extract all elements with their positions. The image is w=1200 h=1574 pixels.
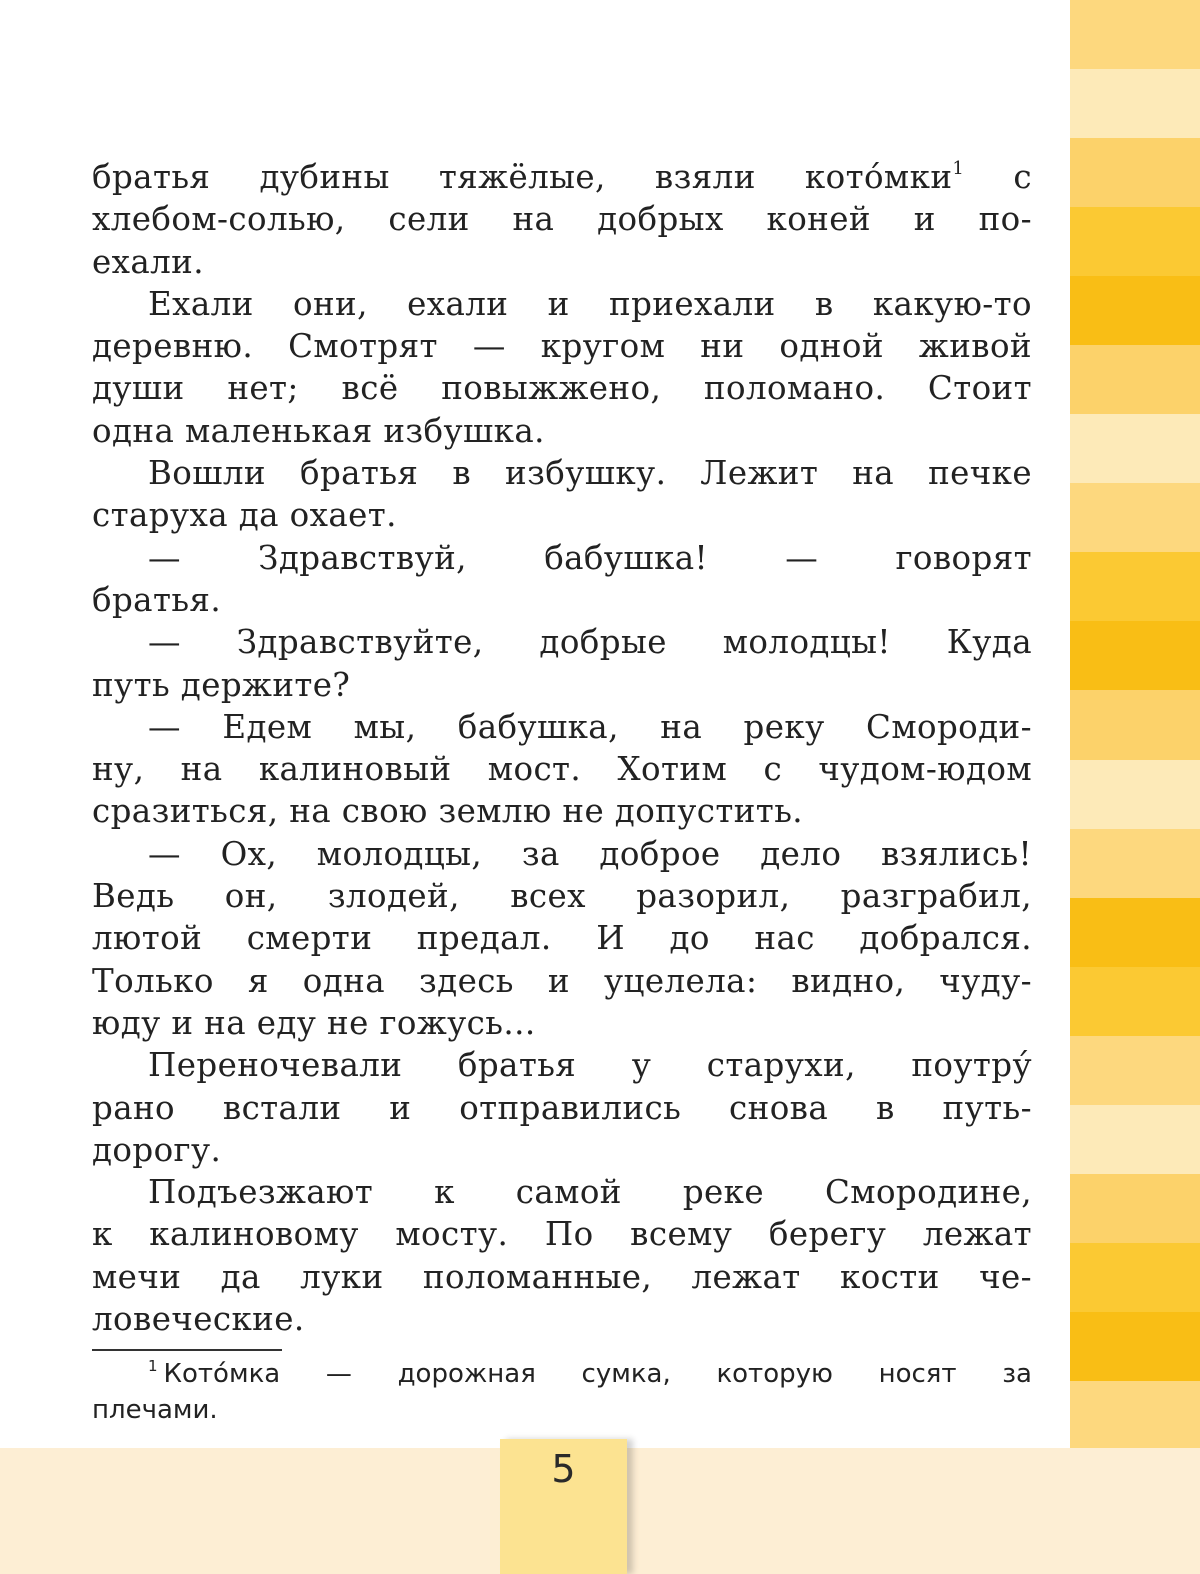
decorative-stripes [1070, 0, 1200, 1450]
text-line: лютой смерти предал. И до нас добрался. [92, 919, 1032, 958]
stripe [1070, 1174, 1200, 1243]
stripe [1070, 414, 1200, 483]
footnote-line: плечами. [92, 1395, 218, 1425]
text-line: — Ох, молодцы, за доброе дело взялись! [148, 834, 1032, 873]
text-line: Только я одна здесь и уцелела: видно, чуду- [92, 961, 1032, 1000]
text-line: братья. [92, 580, 222, 619]
stripe [1070, 1036, 1200, 1105]
text-line: братья дубины тяжёлые, взяли кото́мки$^1$ с [92, 158, 1032, 196]
stripe [1070, 621, 1200, 690]
text-line: сразиться, на свою землю не допустить. [92, 792, 804, 831]
text-line: Подъезжают к самой реке Смородине, [148, 1173, 1032, 1212]
stripe [1070, 483, 1200, 552]
text-line: путь держите? [92, 665, 351, 704]
text-line: деревню. Смотрят — кругом ни одной живой [92, 327, 1032, 366]
text-line: — Едем мы, бабушка, на реку Смороди- [148, 707, 1032, 746]
footnote [92, 1356, 1032, 1428]
page-number: 5 [551, 1447, 576, 1491]
stripe [1070, 207, 1200, 276]
stripe [1070, 1381, 1200, 1450]
text-line: — Здравствуйте, добрые молодцы! Куда [148, 623, 1032, 662]
text-line: юду и на еду не гожусь... [92, 1003, 536, 1042]
stripe [1070, 829, 1200, 898]
stripe [1070, 760, 1200, 829]
text-line: дорогу. [92, 1130, 222, 1169]
story-text [92, 156, 1032, 1340]
text-line: Вошли братья в избушку. Лежит на печке [148, 454, 1032, 493]
text-line: к калиновому мосту. По всему берегу лежат [92, 1215, 1032, 1254]
text-line: хлебом-солью, сели на добрых коней и по- [92, 200, 1032, 239]
text-line: ловеческие. [92, 1300, 305, 1339]
stripe [1070, 138, 1200, 207]
text-line: старуха да охает. [92, 496, 397, 535]
text-line: ну, на калиновый мост. Хотим с чудом-юдом [92, 750, 1032, 789]
footnote-ref: 1 [952, 158, 965, 179]
text-line: рано встали и отправились снова в путь- [92, 1088, 1032, 1127]
stripe [1070, 967, 1200, 1036]
text-line: Ехали они, ехали и приехали в какую-то [148, 284, 1032, 323]
stripe [1070, 69, 1200, 138]
stripe [1070, 276, 1200, 345]
text-line: Переночевали братья у старухи, поутру́ [148, 1046, 1032, 1085]
text-line: мечи да луки поломанные, лежат кости че- [92, 1257, 1032, 1296]
stripe [1070, 1312, 1200, 1381]
stripe [1070, 552, 1200, 621]
stripe [1070, 345, 1200, 414]
footnote-divider [92, 1349, 282, 1351]
stripe [1070, 1243, 1200, 1312]
stripe [1070, 898, 1200, 967]
stripe [1070, 690, 1200, 759]
stripe [1070, 1105, 1200, 1174]
text-line: — Здравствуй, бабушка! — говорят [148, 538, 1032, 577]
stripe [1070, 0, 1200, 69]
text-line: души нет; всё повыжжено, поломано. Стоит [92, 369, 1032, 408]
footnote-mark: 1 [148, 1357, 158, 1375]
text-line: Ведь он, злодей, всех разорил, разграбил, [92, 877, 1032, 916]
text-line: ехали. [92, 242, 204, 281]
page-number-tab [500, 1439, 627, 1574]
text-line: одна маленькая избушка. [92, 411, 545, 450]
footnote-line: $^1$ Кото́мка — дорожная сумка, которую носят за [92, 1356, 1032, 1392]
